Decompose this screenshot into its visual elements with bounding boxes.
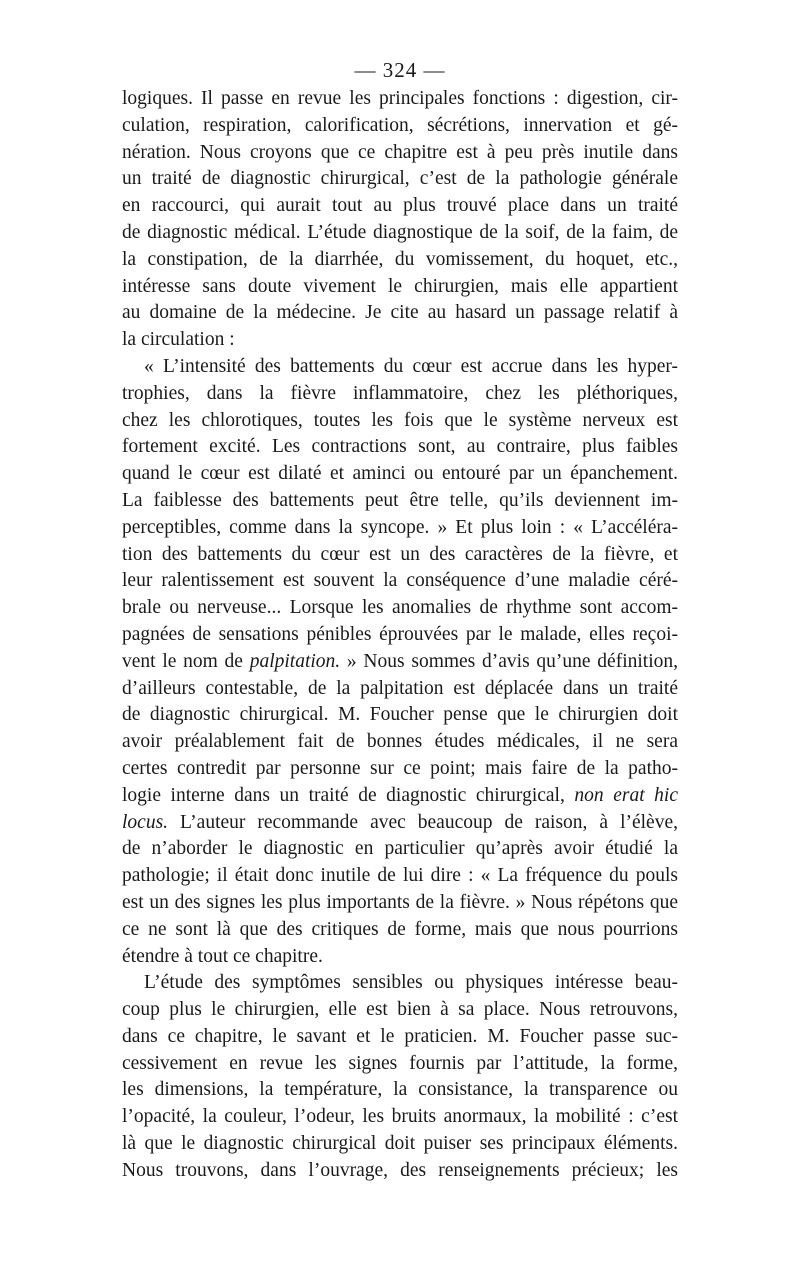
text-line: de diagnostic chirurgical. M. Foucher pense que le chirurgien doit xyxy=(122,704,678,726)
text-line: en raccourci, qui aurait tout au plus trouvé place dans un traité xyxy=(122,195,678,217)
text-line: brale ou nerveuse... Lorsque les anomalies de rhythme sont accom- xyxy=(122,597,678,619)
text-line: fortement excité. Les contractions sont, au contraire, plus faibles xyxy=(122,436,678,458)
text-line: avoir préalablement fait de bonnes études médicales, il ne sera xyxy=(122,731,678,753)
text-segment: vent le nom de xyxy=(122,650,250,672)
text-line: dans ce chapitre, le savant et le praticien. M. Foucher passe suc- xyxy=(122,1025,678,1047)
text-line: l’opacité, la couleur, l’odeur, les bruits anormaux, la mobilité : c’est xyxy=(122,1106,678,1128)
text-line: cessivement en revue les signes fournis par l’attitude, la forme, xyxy=(122,1052,678,1074)
text-segment: L’auteur recommande avec beaucoup de raison, à l’élève, xyxy=(168,811,678,833)
text-line: L’étude des symptômes sensibles ou physiques intéresse beau- xyxy=(144,972,678,994)
text-line: leur ralentissement est souvent la conséquence d’une maladie céré- xyxy=(122,570,678,592)
italic-phrase: palpitation. xyxy=(249,650,341,672)
text-line: étendre à tout ce chapitre. xyxy=(122,945,323,967)
text-line: est un des signes les plus importants de la fièvre. » Nous répétons que xyxy=(122,891,678,913)
text-line: quand le cœur est dilaté et aminci ou entouré par un épanchement. xyxy=(122,463,678,485)
text-line: pathologie; il était donc inutile de lui dire : « La fréquence du pouls xyxy=(122,865,678,887)
text-line: Nous trouvons, dans l’ouvrage, des renseignements précieux; les xyxy=(122,1159,678,1181)
text-line: la circulation : xyxy=(122,329,235,351)
text-line: La faiblesse des battements peut être telle, qu’ils deviennent im- xyxy=(122,489,678,511)
text-line: de diagnostic médical. L’étude diagnostique de la soif, de la faim, de xyxy=(122,221,678,243)
text-segment: » Nous sommes d’avis qu’une définition, xyxy=(340,650,679,672)
italic-phrase: non erat hic xyxy=(574,784,678,806)
text-line: la constipation, de la diarrhée, du vomissement, du hoquet, etc., xyxy=(122,248,678,270)
text-line: logiques. Il passe en revue les principales fonctions : digestion, cir- xyxy=(122,88,678,109)
text-line xyxy=(122,649,678,676)
text-line: trophies, dans la fièvre inflammatoire, chez les pléthoriques, xyxy=(122,382,678,404)
text-line: nération. Nous croyons que ce chapitre est à peu près inutile dans xyxy=(122,141,678,163)
text-line xyxy=(122,783,678,810)
body-text xyxy=(122,86,678,1185)
text-line: ce ne sont là que des critiques de forme, mais que nous pourrions xyxy=(122,918,678,940)
text-line: là que le diagnostic chirurgical doit puiser ses principaux éléments. xyxy=(122,1133,678,1155)
text-line: pagnées de sensations pénibles éprouvées par le malade, elles reçoi- xyxy=(122,623,678,645)
italic-phrase: locus. xyxy=(122,811,169,833)
text-line: chez les chlorotiques, toutes les fois que le système nerveux est xyxy=(122,409,678,431)
text-line: au domaine de la médecine. Je cite au hasard un passage relatif à xyxy=(122,302,678,324)
text-line: un traité de diagnostic chirurgical, c’est de la pathologie générale xyxy=(122,168,678,190)
text-line: coup plus le chirurgien, elle est bien à sa place. Nous retrouvons, xyxy=(122,999,678,1021)
page-number: — 324 — xyxy=(354,58,446,82)
text-line: tion des battements du cœur est un des caractères de la fièvre, et xyxy=(122,543,678,565)
text-line: certes contredit par personne sur ce point; mais faire de la patho- xyxy=(122,757,678,779)
text-line: les dimensions, la température, la consistance, la transparence ou xyxy=(122,1079,678,1101)
text-line xyxy=(122,810,678,837)
text-segment: logie interne dans un traité de diagnostic chirurgical, xyxy=(122,784,575,806)
text-line: intéresse sans doute vivement le chirurgien, mais elle appartient xyxy=(122,275,678,297)
text-line: d’ailleurs contestable, de la palpitation est déplacée dans un traité xyxy=(122,677,678,699)
text-line: « L’intensité des battements du cœur est accrue dans les hyper- xyxy=(144,355,678,377)
text-line: de n’aborder le diagnostic en particulier qu’après avoir étudié la xyxy=(122,838,678,860)
text-line: culation, respiration, calorification, sécrétions, innervation et gé- xyxy=(122,114,678,136)
text-line: perceptibles, comme dans la syncope. » Et plus loin : « L’accéléra- xyxy=(122,516,678,538)
